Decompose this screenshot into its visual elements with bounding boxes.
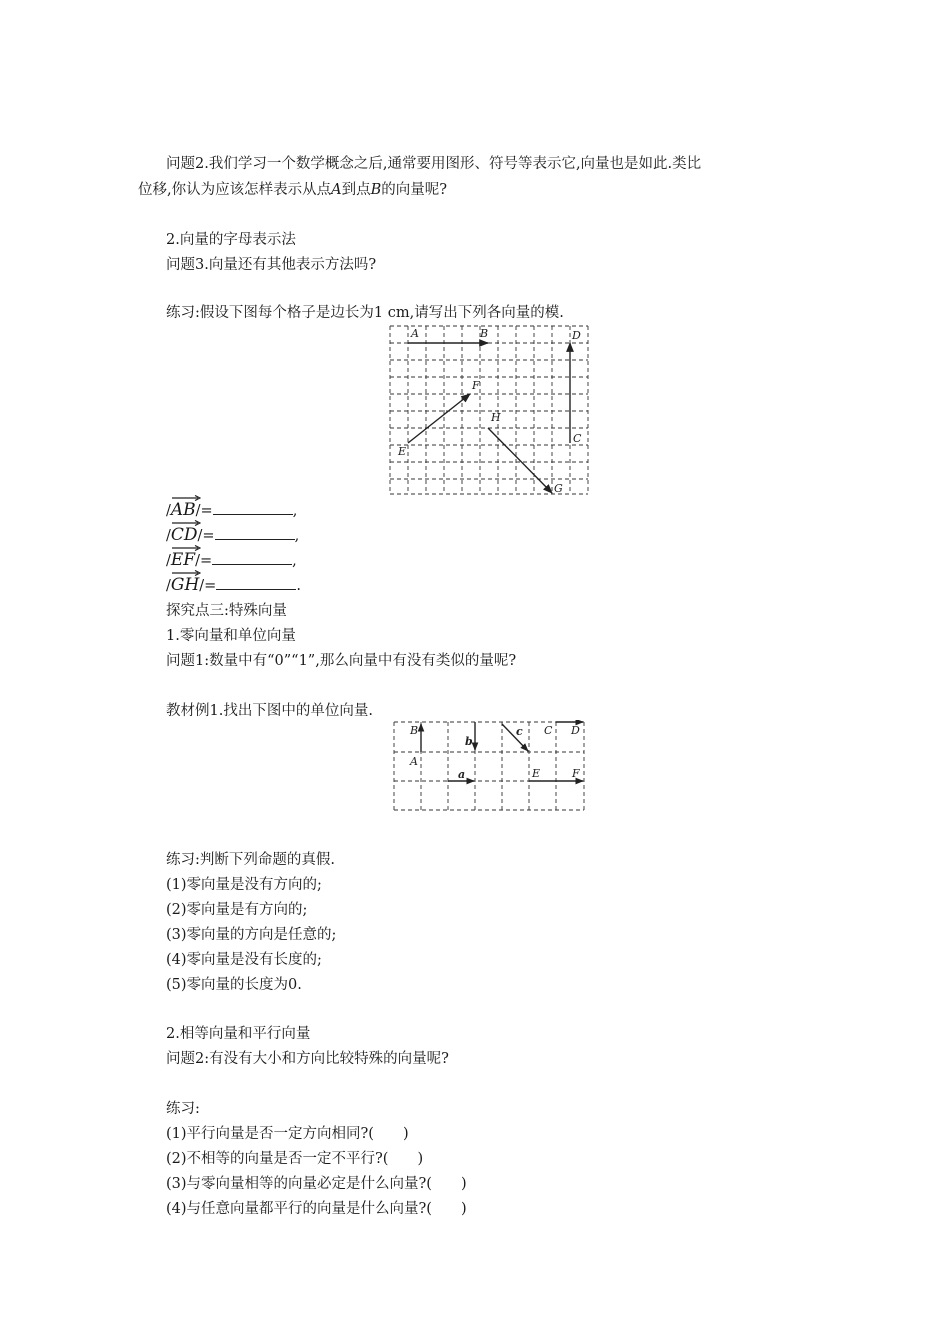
answer-gh: / GH/= . (166, 575, 301, 596)
example-1: 教材例1.找出下图中的单位向量. (166, 703, 373, 719)
answer-blank-ef[interactable] (212, 550, 292, 565)
vector-ab-symbol: AB (171, 500, 196, 520)
label-d-upper: D (571, 724, 580, 737)
question-2-line2 (138, 180, 447, 200)
vector-ef (408, 394, 470, 443)
section-2-title: 2.向量的字母表示法 (166, 232, 296, 248)
answer-ef: / EF/= , (166, 550, 297, 571)
point-a: A (331, 182, 342, 198)
answer-ab: / AB/= , (166, 500, 297, 521)
label-d: D (572, 329, 581, 342)
label-c: C (573, 432, 582, 445)
practice-question-4: (4)与任意向量都平行的向量是什么向量?( ) (166, 1201, 467, 1217)
label-b: B (480, 327, 489, 340)
question-1: 问题1:数量中有“0”“1”,那么向量中有没有类似的量呢? (166, 653, 517, 669)
label-g: G (554, 482, 563, 495)
vector-grid-figure-2 (392, 720, 586, 812)
practice-question-3: (3)与零向量相等的向量必定是什么向量?( ) (166, 1176, 467, 1192)
q2-text-mid: 到点 (341, 182, 371, 198)
label-a: A (411, 327, 419, 340)
q2-text-post: 的向量呢? (381, 182, 448, 198)
proposition-5: (5)零向量的长度为0. (166, 977, 302, 993)
label-c-lower: c (516, 725, 523, 738)
abs-bar: / (166, 528, 171, 544)
label-e-upper: E (532, 767, 541, 780)
abs-eq: /= (197, 528, 215, 544)
abs-eq: /= (195, 503, 213, 519)
vector-grid-figure-1 (388, 324, 590, 496)
vector-c (502, 724, 528, 751)
abs-eq: /= (195, 553, 213, 569)
abs-bar: / (166, 553, 171, 569)
practice-question-1: (1)平行向量是否一定方向相同?( ) (166, 1126, 409, 1142)
answer-blank-gh[interactable] (216, 575, 296, 590)
proposition-1: (1)零向量是没有方向的; (166, 877, 322, 893)
answer-blank-cd[interactable] (215, 525, 295, 540)
point-b: B (370, 182, 382, 198)
vector-cd-symbol: CD (171, 525, 198, 545)
label-a-upper: A (410, 755, 418, 768)
label-f: F (472, 379, 480, 392)
label-b-lower: b (465, 735, 473, 748)
practice-question-2: (2)不相等的向量是否一定不平行?( ) (166, 1151, 424, 1167)
label-b-upper: B (410, 724, 419, 737)
explore-point-3: 探究点三:特殊向量 (166, 603, 287, 619)
label-h: H (491, 411, 501, 424)
vector-gh-symbol: GH (171, 575, 199, 595)
answer-cd: / CD/= , (166, 525, 299, 546)
vector-ef-symbol: EF (171, 550, 195, 570)
answer-blank-ab[interactable] (213, 500, 293, 515)
proposition-3: (3)零向量的方向是任意的; (166, 927, 337, 943)
question-2b: 问题2:有没有大小和方向比较特殊的向量呢? (166, 1051, 449, 1067)
practice-2: 练习:判断下列命题的真假. (166, 852, 335, 868)
abs-bar: / (166, 578, 171, 594)
label-c-upper: C (544, 724, 553, 737)
abs-eq: /= (199, 578, 217, 594)
subsection-2: 2.相等向量和平行向量 (166, 1026, 311, 1042)
question-3: 问题3.向量还有其他表示方法吗? (166, 257, 377, 273)
label-a-lower: a (458, 768, 466, 781)
subsection-1: 1.零向量和单位向量 (166, 628, 296, 644)
label-e: E (398, 445, 407, 458)
proposition-4: (4)零向量是没有长度的; (166, 952, 322, 968)
abs-bar: / (166, 503, 171, 519)
proposition-2: (2)零向量是有方向的; (166, 902, 308, 918)
practice-3: 练习: (166, 1101, 200, 1117)
q2-text-pre: 位移,你认为应该怎样表示从点 (138, 182, 332, 198)
practice-1: 练习:假设下图每个格子是边长为1 cm,请写出下列各向量的模. (166, 305, 564, 321)
question-2-line1: 问题2.我们学习一个数学概念之后,通常要用图形、符号等表示它,向量也是如此.类比 (166, 156, 702, 172)
label-f-upper: F (572, 767, 580, 780)
